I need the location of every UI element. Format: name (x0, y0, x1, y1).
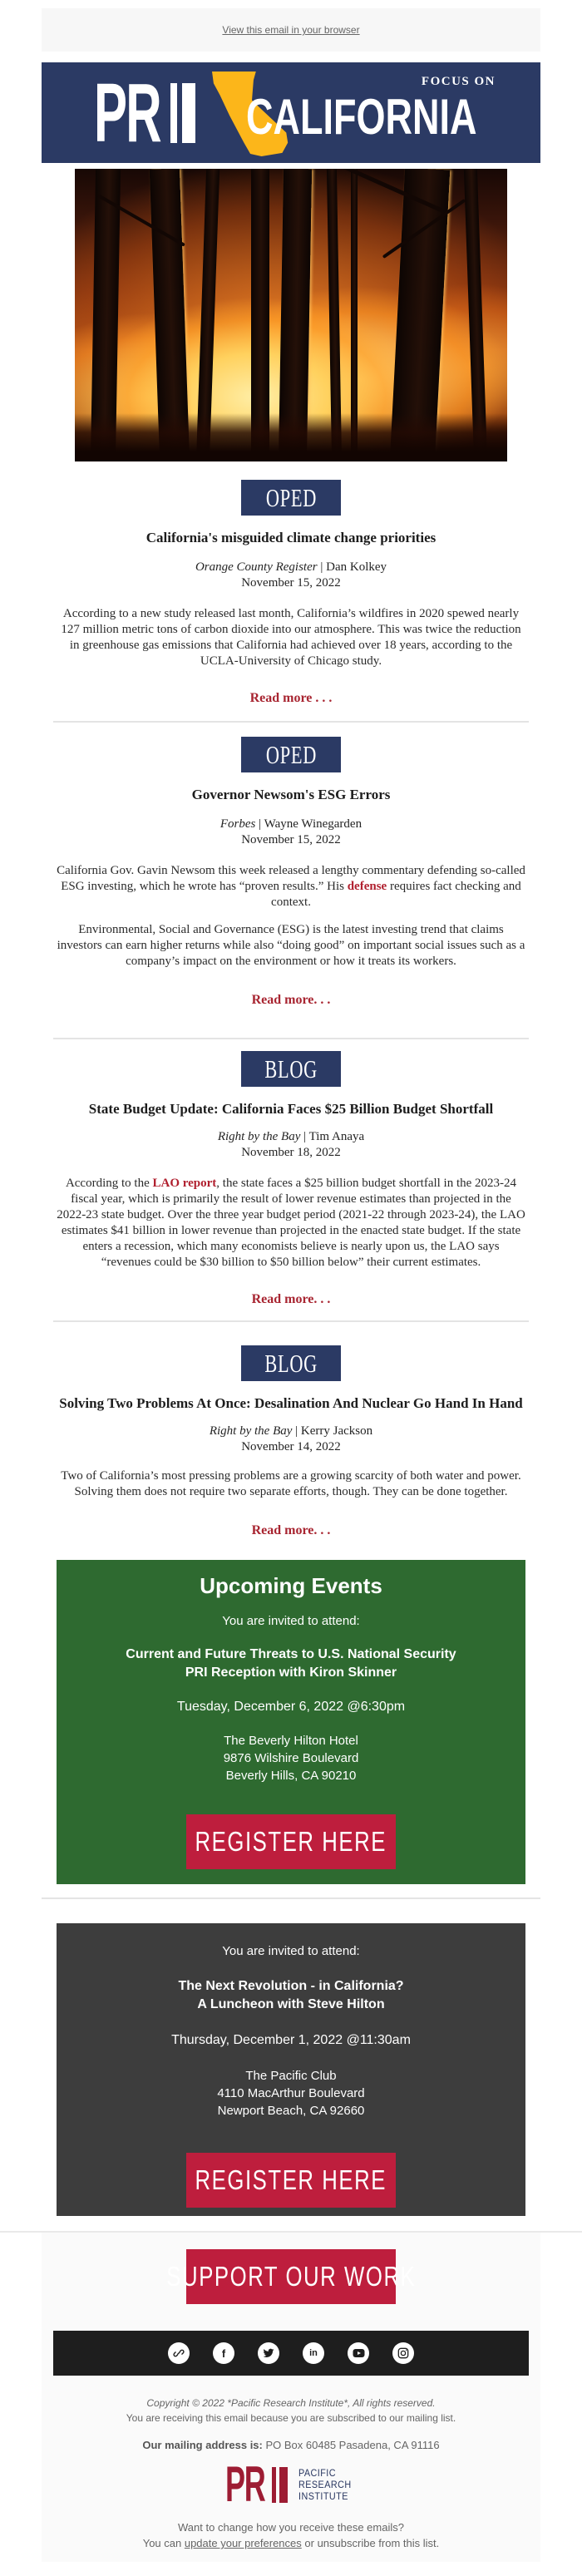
article-date: November 18, 2022 (241, 1146, 341, 1159)
pri-logo-bar-thin (272, 2467, 276, 2503)
body-text: , the state faces a $25 billion budget shortfall in the 2023-24 fiscal year, which is primarily the result of lower revenue estimates than projected in the 2022-23 state budget. Over the three year budget period (2021-22 through 2023-24), the LAO estimates $41 billion in lower revenue than projected in the enacted state budget. If the state enters a recession, which many economists believe is nearly upon us, the LAO says “revenues could be $30 billion to $50 billion below” their current estimates. (57, 1177, 525, 1269)
pri-logo (94, 67, 219, 160)
section-badge (241, 1345, 341, 1381)
article-body: Two of California’s most pressing problems are a growing scarcity of both water and power. Solving them does not require two separate efforts, though. They can be done together. (61, 1469, 521, 1498)
badge-label: OPED (265, 739, 317, 769)
byline-separator: | (259, 817, 262, 831)
period: . (436, 2537, 440, 2549)
or-text: or (301, 2537, 318, 2549)
receiving-line: You are receiving this email because you are subscribed to our mailing list. (126, 2412, 456, 2424)
article-author: Wayne Winegarden (264, 817, 363, 831)
mailing-address-label: Our mailing address is: (142, 2439, 263, 2451)
article-body: Environmental, Social and Governance (ESG) is the latest investing trend that claims investors can earn higher returns while also “doing good” on important social issues such as a company’s impact on the environment or how it treats its workers. (57, 923, 525, 968)
preheader-bar (42, 8, 540, 52)
update-preferences-link[interactable]: update your preferences (184, 2537, 302, 2549)
article-byline (0, 817, 582, 848)
article-body (57, 863, 525, 910)
social-bar (53, 2331, 529, 2376)
register-button-label: REGISTER HERE (195, 1826, 387, 1857)
events-divider (42, 1897, 540, 1899)
logo-word: PACIFIC (298, 2467, 336, 2479)
event-line2: PRI Reception with Kiron Skinner (185, 1666, 397, 1680)
register-button-label: REGISTER HERE (195, 2164, 387, 2195)
article-source: Orange County Register (195, 560, 318, 574)
section-divider (53, 721, 529, 723)
change-question: Want to change how you receive these emails? (178, 2521, 404, 2534)
twitter-icon[interactable] (258, 2342, 279, 2364)
article-body: According to a new study released last month, California’s wildfires in 2020 spewed nearly 127 million metric tons of carbon dioxide into our atmosphere. This was twice the reduction in greenhouse gas emissions that California had achieved over 18 years, according to the UCLA-University of Chicago study. (61, 607, 521, 668)
event-line2: A Luncheon with Steve Hilton (197, 1997, 385, 2011)
event-invite: You are invited to attend: (222, 1614, 360, 1628)
venue-line: The Pacific Club (245, 2069, 337, 2083)
logo-word: INSTITUTE (298, 2490, 348, 2502)
article-blog-2 (0, 1345, 582, 1538)
section-badge (241, 737, 341, 772)
logo-word: RESEARCH (298, 2479, 352, 2490)
facebook-glyph: f (221, 2347, 226, 2360)
section-divider (53, 1038, 529, 1039)
article-source: Right by the Bay (209, 1424, 293, 1438)
upcoming-events-panel (57, 1560, 525, 1884)
body-text: According to the (65, 1177, 153, 1190)
article-source: Right by the Bay (217, 1130, 301, 1143)
facebook-icon[interactable] (213, 2342, 234, 2364)
youtube-icon[interactable] (348, 2342, 369, 2364)
badge-label: BLOG (264, 1348, 318, 1378)
website-link-icon[interactable] (168, 2342, 190, 2364)
article-title: State Budget Update: California Faces $25 Billion Budget Shortfall (88, 1101, 494, 1117)
support-our-work-button[interactable] (165, 2249, 417, 2304)
article-title: Governor Newsom's ESG Errors (191, 787, 391, 802)
section-badge (241, 480, 341, 516)
body-text: California Gov. Gavin Newsom this week released a lengthy commentary defending so-called ESG investing, which he wrote has “proven results.” His (57, 864, 525, 893)
preferences-block (42, 2519, 540, 2551)
masthead (42, 62, 540, 163)
byline-separator: | (295, 1424, 298, 1438)
event-line1: The Next Revolution - in California? (178, 1979, 404, 1993)
article-author: Tim Anaya (308, 1130, 365, 1143)
event-name (57, 1977, 525, 2014)
instagram-icon[interactable] (392, 2342, 414, 2364)
article-author: Dan Kolkey (326, 560, 387, 574)
pri-logo-bar-thin (170, 83, 177, 143)
section-badge (241, 1051, 341, 1087)
pri-footer-logo-letters (224, 2456, 290, 2512)
article-title: Solving Two Problems At Once: Desalination And Nuclear Go Hand In Hand (59, 1395, 523, 1411)
unsubscribe-link[interactable]: unsubscribe from this list (317, 2537, 436, 2549)
event-datetime: Thursday, December 1, 2022 @11:30am (171, 2033, 411, 2047)
body-text: requires fact checking and context. (271, 880, 521, 909)
article-body (57, 1176, 525, 1271)
venue-line: Beverly Hills, CA 90210 (225, 1769, 357, 1783)
byline-separator: | (303, 1130, 307, 1143)
article-byline (0, 1129, 582, 1161)
event-invite: You are invited to attend: (222, 1944, 360, 1958)
burning-ground (75, 413, 507, 461)
lao-report-link[interactable]: LAO report (152, 1177, 217, 1190)
venue-line: 4110 MacArthur Boulevard (217, 2086, 365, 2100)
read-more-link[interactable]: Read more. . . (251, 1292, 331, 1306)
support-button-label: SUPPORT OUR WORK (165, 2261, 417, 2292)
luncheon-event-panel (57, 1923, 525, 2216)
badge-label: OPED (265, 482, 317, 512)
byline-separator: | (320, 560, 323, 574)
california-wordmark: CALIFORNIA (246, 89, 477, 145)
footer (42, 2233, 540, 2562)
article-title: California's misguided climate change priorities (146, 530, 436, 545)
event-venue (57, 2067, 525, 2120)
mailing-address-value: PO Box 60485 Pasadena, CA 91116 (262, 2439, 440, 2451)
pri-footer-logo (42, 2456, 540, 2512)
venue-line: Newport Beach, CA 92660 (217, 2104, 365, 2118)
article-blog-1 (0, 1051, 582, 1322)
pri-logo-bar-thick (279, 2467, 288, 2503)
article-source: Forbes (219, 817, 256, 831)
section-divider (53, 1320, 529, 1322)
article-date: November 15, 2022 (241, 576, 341, 590)
read-more-link[interactable]: Read more. . . (251, 993, 331, 1007)
defense-link[interactable]: defense (347, 880, 387, 893)
event-venue (57, 1732, 525, 1784)
article-byline (0, 560, 582, 591)
event-line1: Current and Future Threats to U.S. National Security (126, 1647, 456, 1661)
article-oped-2 (0, 737, 582, 1039)
article-oped-1 (0, 480, 582, 723)
article-author: Kerry Jackson (300, 1424, 373, 1438)
venue-line: 9876 Wilshire Boulevard (223, 1751, 359, 1765)
linkedin-icon[interactable] (303, 2342, 324, 2364)
register-button[interactable] (186, 2153, 396, 2208)
venue-line: The Beverly Hilton Hotel (224, 1734, 358, 1748)
read-more-link[interactable]: Read more . . . (249, 691, 333, 705)
pri-logo-letters: PR (94, 67, 160, 160)
read-more-link[interactable]: Read more. . . (251, 1523, 331, 1537)
article-date: November 15, 2022 (241, 833, 341, 846)
can-text: You can (142, 2537, 185, 2549)
event-name (57, 1646, 525, 1682)
pri-footer-logo-text (298, 2467, 352, 2502)
events-panel-title: Upcoming Events (200, 1573, 382, 1598)
event-datetime: Tuesday, December 6, 2022 @6:30pm (176, 1700, 406, 1714)
badge-label: BLOG (264, 1054, 318, 1083)
pri-letters: PR (224, 2456, 265, 2512)
view-in-browser-link[interactable]: View this email in your browser (222, 24, 360, 36)
focus-on-label: FOCUS ON (421, 75, 496, 88)
register-button[interactable] (186, 1814, 396, 1869)
linkedin-glyph: in (309, 2347, 318, 2358)
mailing-address (42, 2439, 540, 2451)
article-byline (0, 1424, 582, 1455)
copyright-line: Copyright © 2022 *Pacific Research Institute*, All rights reserved. (146, 2397, 436, 2409)
wildfire-photo (75, 169, 507, 461)
article-date: November 14, 2022 (241, 1440, 341, 1453)
pri-logo-bar-thick (182, 83, 195, 143)
